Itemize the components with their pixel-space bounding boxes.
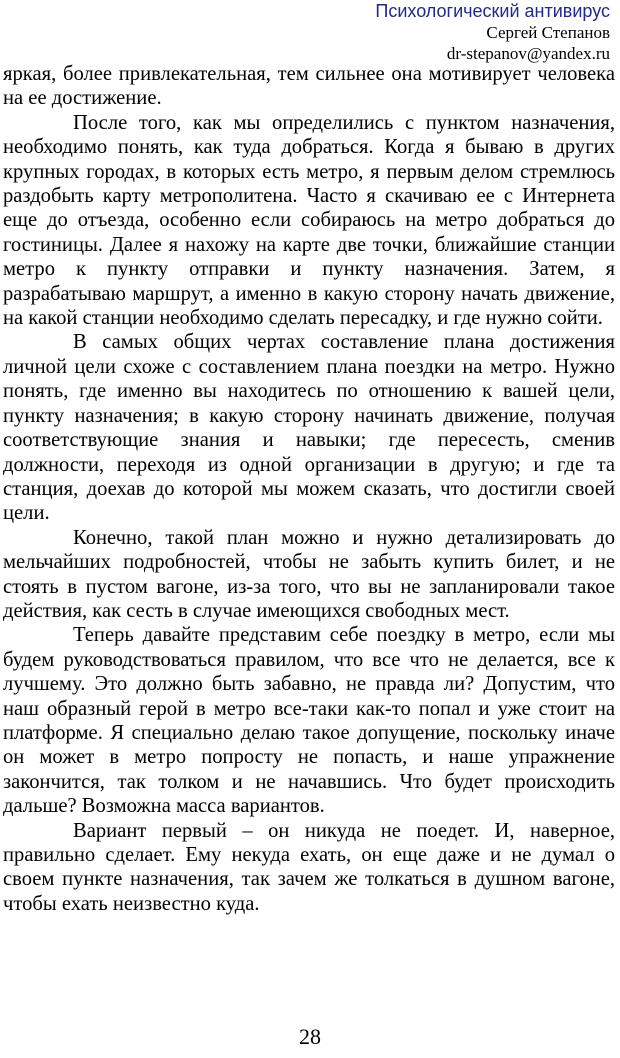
author-name: Сергей Степанов <box>486 23 610 42</box>
paragraph-continued: яркая, более привлекательная, тем сильнее она мотивирует человека на ее достижение. <box>3 63 615 110</box>
book-title: Психологический антивирус <box>375 1 610 21</box>
paragraph: Вариант первый – он никуда не поедет. И, наверное, правильно сделает. Ему некуда ехать, он еще даже и не думал о своем пункте назначения, так зачем же толкаться в душном вагоне, чтобы ехать неизвестно куда. <box>3 819 615 915</box>
page-number: 28 <box>299 1024 321 1049</box>
running-header <box>375 0 610 64</box>
paragraph: В самых общих чертах составление плана достижения личной цели схоже с составлением плана поездки на метро. Нужно понять, где именно вы находитесь по отношению к вашей цели, пункту назначения; в какую сторону начинать движение, получая соответствующие знания и навыки; где пересесть, сменив должности, переходя из одной организации в другую; и где та станция, доехав до которой мы можем сказать, что достигли своей цели. <box>3 331 615 525</box>
paragraph: После того, как мы определились с пунктом назначения, необходимо понять, как туда добраться. Когда я бываю в других крупных городах, в которых есть метро, я первым делом стремлюсь раздобыть карту метрополитена. Часто я скачиваю ее с Интернета еще до отъезда, особенно если собираюсь на метро добраться до гостиницы. Далее я нахожу на карте две точки, ближайшие станции метро к пункту отправки и пункту назначения. Затем, я разрабатываю маршрут, а именно в какую сторону начать движение, на какой станции необходимо сделать пересадку, и где нужно сойти. <box>3 111 615 330</box>
page-body <box>3 62 615 916</box>
author-email: dr-stepanov@yandex.ru <box>446 44 610 63</box>
paragraph: Конечно, такой план можно и нужно детализировать до мельчайших подробностей, чтобы не забыть купить билет, и не стоять в пустом вагоне, из-за того, что вы не запланировали такое действия, как сесть в случае имеющихся свободных мест. <box>3 526 615 622</box>
paragraph: Теперь давайте представим себе поездку в метро, если мы будем руководствоваться правилом, что все что не делается, все к лучшему. Это должно быть забавно, не правда ли? Допустим, что наш образный герой в метро все-таки как-то попал и уже стоит на платформе. Я специально делаю такое допущение, поскольку иначе он может в метро попросту не попасть, и наше упражнение закончится, так толком и не начавшись. Что будет происходить дальше? Возможна масса вариантов. <box>3 624 615 818</box>
